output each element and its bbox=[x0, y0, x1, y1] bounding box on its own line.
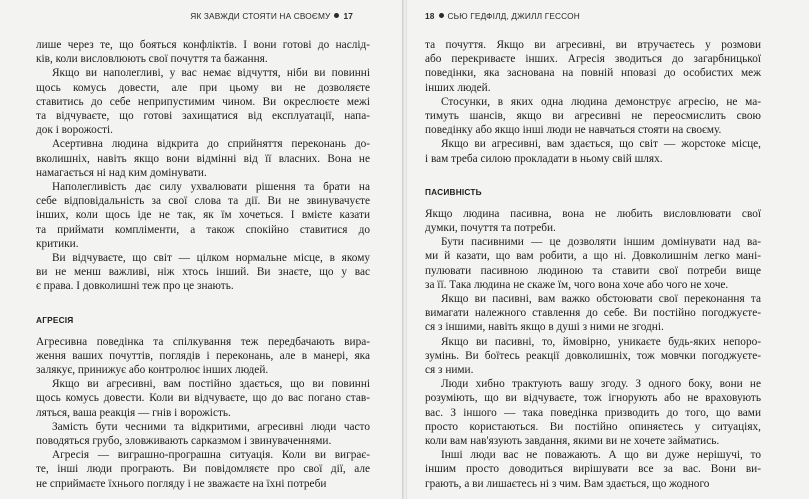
text-line: критики. bbox=[36, 237, 79, 250]
left-running-head-title: ЯК ЗАВЖДИ СТОЯТИ НА СВОЄМУ bbox=[190, 11, 331, 21]
text-line: Якщо ви агресивні, вам постійно здається, що ви повинні bbox=[52, 378, 370, 391]
text-line: Наполегливість дає силу ухвалювати рішення та брати на bbox=[52, 181, 370, 194]
text-line: поводяться грубо, зловживають сарказмом і звинуваченнями. bbox=[36, 435, 332, 448]
text-line: коли вам нав'язують завдання, якими ви не хочете займатись. bbox=[425, 435, 720, 448]
text-line: щось комусь довести, але при цьому ви не дозволяєте bbox=[36, 81, 370, 94]
right-page bbox=[407, 0, 809, 499]
section-heading-aggression: АГРЕСІЯ bbox=[36, 314, 74, 325]
paragraph bbox=[425, 137, 761, 165]
text-line: ляться, ваша реакція — гнів і ворожість. bbox=[36, 406, 231, 419]
text-line: вколишніх, навіть якщо вони відмінні від її власних. Вона не bbox=[36, 152, 370, 165]
text-line: Агресія — виграшно-програшна ситуація. Коли ви виграє- bbox=[52, 449, 370, 462]
paragraph bbox=[425, 335, 761, 378]
left-running-head bbox=[190, 11, 353, 21]
text-line: Якщо ви пасивні, то, ймовірно, уникаєте будь-яких непоро- bbox=[441, 335, 761, 348]
right-running-head bbox=[425, 11, 580, 21]
text-line: Якщо людина пасивна, вона не любить висловлювати свої bbox=[425, 207, 761, 220]
left-paragraphs-after bbox=[36, 335, 370, 491]
left-page-body bbox=[36, 38, 370, 491]
paragraph bbox=[36, 38, 370, 66]
text-line: розуміють, що ви відчуваєте, тож ігнорують або не враховують bbox=[425, 392, 761, 405]
text-line: просто користаються. Ви постійно опиняєтесь у ситуаціях, bbox=[425, 420, 761, 433]
text-line: ження ваших почуттів, поглядів і переконань, але в манері, яка bbox=[36, 349, 370, 362]
text-line: Бути пасивними — це дозволяти іншим домінувати над ва- bbox=[441, 236, 761, 249]
text-line: ків, коли висловлюють свої почуття та бажання. bbox=[36, 53, 268, 66]
paragraph bbox=[36, 251, 370, 294]
text-line: думки, почуття та потреби. bbox=[425, 222, 556, 235]
text-line: інших, коли щось іде не так, як їм хочеться. І вмієте казати bbox=[36, 209, 370, 222]
paragraph bbox=[36, 420, 370, 448]
text-line: Асертивна людина відкрита до сприйняття переконань до- bbox=[52, 138, 370, 151]
bullet-icon bbox=[334, 13, 339, 18]
section-heading-passivity: ПАСИВНІСТЬ bbox=[425, 186, 482, 197]
text-line: Якщо ви наполегливі, у вас немає відчуття, ніби ви повинні bbox=[52, 67, 370, 80]
text-line: Якщо ви агресивні, вам здається, що світ — жорстоке місце, bbox=[441, 138, 761, 151]
text-line: та відчуваєте, що готові захищатися від експлуатації, напа- bbox=[36, 110, 370, 123]
paragraph bbox=[36, 377, 370, 420]
paragraph bbox=[36, 137, 370, 180]
text-line: Агресивна поведінка та спілкування теж передбачають вира- bbox=[36, 335, 370, 348]
text-line: ставитись до себе неприпустимим чином. Ви окреслюєте межі bbox=[36, 95, 370, 108]
text-line: ся з ними. bbox=[425, 364, 474, 377]
text-line: пулювати пасивною людиною та ставити свої потреби вище bbox=[425, 264, 761, 277]
paragraph bbox=[425, 448, 761, 491]
right-paragraphs-before bbox=[425, 38, 761, 166]
text-line: є права. І довколишні теж про це знають. bbox=[36, 280, 234, 293]
text-line: Замість бути чесними та відкритими, агресивні люди часто bbox=[52, 420, 370, 433]
bullet-icon bbox=[439, 13, 444, 18]
text-line: та почуття. Якщо ви агресивні, ви втручаєтесь у розмови bbox=[425, 39, 761, 51]
paragraph bbox=[425, 207, 761, 235]
text-line: грають, а ви лишаєтесь ні з чим. Вам здається, що жодного bbox=[425, 477, 710, 490]
text-line: Стосунки, в яких одна людина демонструє агресію, не ма- bbox=[441, 95, 761, 108]
paragraph bbox=[36, 335, 370, 378]
text-line: тимуть шансів, якщо ви агресивні не переосмислить свою bbox=[425, 110, 761, 123]
text-line: іншим просто доводиться вирішувати все за вас. Вони ви- bbox=[425, 463, 761, 476]
text-line: залякує, принижує або контролює інших людей. bbox=[36, 364, 269, 377]
left-paragraphs-before bbox=[36, 38, 370, 294]
paragraph bbox=[36, 66, 370, 137]
text-line: Ви відчуваєте, що світ — цілком нормальне місце, в якому bbox=[52, 252, 370, 265]
right-page-number: 18 bbox=[425, 11, 435, 21]
text-line: зумінь. Ви боїтесь реакції довколишніх, тож мовчки погоджуєте- bbox=[425, 349, 761, 362]
text-line: не сприймаєте їхнього погляду і не зважаєте на їхні потреби bbox=[36, 477, 327, 490]
text-line: ми й казати, що вам робити, а що ні. Довколишнім легко мані- bbox=[425, 250, 761, 263]
text-line: за її. Така людина не скаже їм, чого вона хоче або чого не хоче. bbox=[425, 278, 729, 291]
left-page bbox=[0, 0, 403, 499]
text-line: Якщо ви пасивні, вам важко обстоювати свої переконання та bbox=[441, 293, 761, 306]
text-line: те, інші люди програють. Ви повідомляєте про свої дії, але bbox=[36, 463, 370, 476]
text-line: вимагати належного ставлення до себе. Ви постійно погоджуєте- bbox=[425, 307, 761, 320]
text-line: ви не менш важливі, ніж хтось інший. Ви знаєте, що у вас bbox=[36, 266, 370, 279]
text-line: щось комусь довести. Коли ви відчуваєте, що до вас погано став- bbox=[36, 392, 370, 405]
text-line: Люди хибно трактують вашу згоду. З одного боку, вони не bbox=[441, 378, 761, 391]
right-page-body bbox=[425, 38, 761, 491]
text-line: поведінку або якщо інші люди не навчаться стояти на своєму. bbox=[425, 124, 722, 137]
right-running-head-title: СЬЮ ГЕДФІЛД, ДЖИЛЛ ГЕССОН bbox=[447, 11, 580, 21]
paragraph bbox=[425, 38, 761, 95]
text-line: вас. З іншого — така поведінка призводить до того, що вами bbox=[425, 406, 761, 419]
paragraph bbox=[425, 377, 761, 448]
paragraph bbox=[425, 235, 761, 292]
text-line: ся з іншими, навіть якщо в душі з ними не згодні. bbox=[425, 321, 664, 334]
text-line: інших людей. bbox=[425, 81, 491, 94]
text-line: Інші люди вас не поважають. А що ви дуже нерішучі, то bbox=[441, 449, 761, 462]
right-paragraphs-after bbox=[425, 207, 761, 491]
text-line: лише через те, що бояться конфліктів. І вони готові до наслід- bbox=[36, 39, 370, 51]
paragraph bbox=[36, 180, 370, 251]
text-line: док і ворожості. bbox=[36, 124, 113, 137]
text-line: себе відповідальність за свої слова та дії. Ви не звинувачуєте bbox=[36, 195, 370, 208]
text-line: або перекриваєте інших. Агресія зводиться до загарбницької bbox=[425, 53, 761, 66]
text-line: намагається ні над ким домінувати. bbox=[36, 166, 207, 179]
text-line: поведінки, яка заснована на повній нповазі до особистих меж bbox=[425, 67, 761, 80]
paragraph bbox=[36, 448, 370, 491]
paragraph bbox=[425, 95, 761, 138]
paragraph bbox=[425, 292, 761, 335]
left-page-number: 17 bbox=[343, 11, 353, 21]
text-line: та приймати компліменти, а також спокійно ставитися до bbox=[36, 223, 370, 236]
text-line: і вам треба силою прокладати в ньому свій шлях. bbox=[425, 152, 663, 165]
